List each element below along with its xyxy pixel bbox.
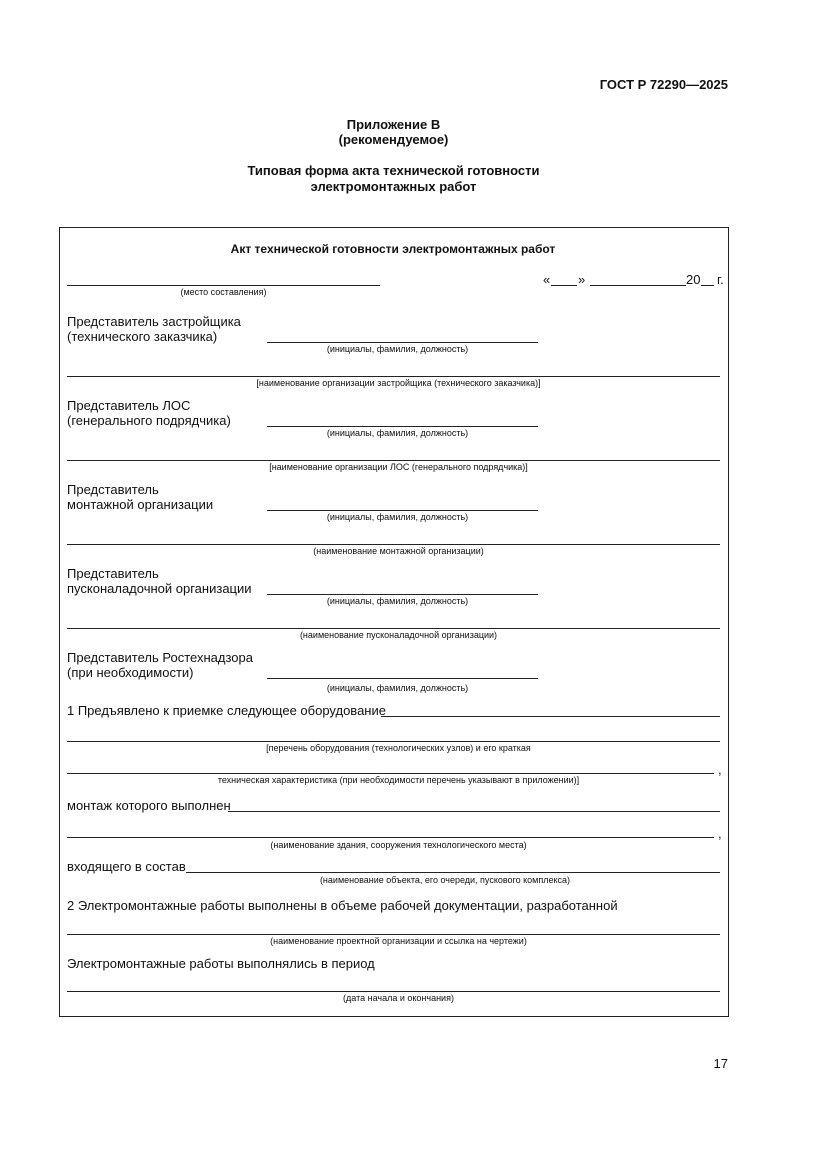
rep-commissioning-label2: пусконаладочной организации (67, 581, 252, 596)
item1-label: 1 Предъявлено к приемке следующее оборудование (67, 703, 386, 718)
date-year-suffix: г. (717, 272, 724, 287)
rep-developer-label2: (технического заказчика) (67, 329, 218, 344)
item2-label: 2 Электромонтажные работы выполнены в объеме рабочей документации, разработанной (67, 898, 618, 913)
appendix-subtitle: (рекомендуемое) (338, 132, 449, 147)
rep-commissioning-initials-caption: (инициалы, фамилия, должность) (326, 596, 469, 606)
equipment-caption1: [перечень оборудования (технологических узлов) и его краткая (266, 743, 531, 753)
rep-developer-signature-line[interactable] (267, 342, 538, 343)
date-year-prefix: 20 (686, 272, 701, 287)
rep-installer-label1: Представитель (67, 482, 159, 497)
design-line[interactable] (67, 934, 720, 935)
period-caption: (дата начала и окончания) (343, 993, 454, 1003)
date-year-line[interactable] (701, 285, 714, 286)
rep-gencontractor-org-line[interactable] (67, 460, 720, 461)
rep-commissioning-signature-line[interactable] (267, 594, 538, 595)
mounting-line1[interactable] (228, 811, 720, 812)
design-caption: (наименование проектной организации и ссылка на чертежи) (270, 936, 527, 946)
rep-installer-label2: монтажной организации (67, 497, 214, 512)
rep-rostekhnadzor-initials-caption: (инициалы, фамилия, должность) (326, 683, 469, 693)
object-caption: (наименование объекта, его очереди, пускового комплекса) (319, 875, 571, 885)
form-title: Акт технической готовности электромонтажных работ (230, 242, 556, 256)
standard-number: ГОСТ Р 72290—2025 (599, 77, 728, 92)
date-open-quote: « (543, 272, 551, 287)
equipment-comma: , (718, 762, 722, 777)
appendix-heading-line1: Типовая форма акта технической готовности (247, 163, 540, 178)
rep-commissioning-label1: Представитель (67, 566, 159, 581)
rep-developer-org-line[interactable] (67, 376, 720, 377)
date-month-line[interactable] (590, 285, 686, 286)
rep-gencontractor-signature-line[interactable] (267, 426, 538, 427)
equipment-line2[interactable] (67, 741, 720, 742)
rep-rostekhnadzor-label1: Представитель Ростехнадзора (67, 650, 253, 665)
rep-commissioning-org-line[interactable] (67, 628, 720, 629)
period-label: Электромонтажные работы выполнялись в период (67, 956, 375, 971)
rep-installer-signature-line[interactable] (267, 510, 538, 511)
rep-developer-org-caption: [наименование организации застройщика (технического заказчика)] (256, 378, 541, 388)
period-line[interactable] (67, 991, 720, 992)
rep-gencontractor-org-caption: [наименование организации ЛОС (генерального подрядчика)] (269, 462, 528, 472)
rep-developer-initials-caption: (инициалы, фамилия, должность) (326, 344, 469, 354)
place-caption: (место составления) (180, 287, 267, 297)
building-comma: , (718, 826, 722, 841)
equipment-line1[interactable] (381, 716, 720, 717)
rep-developer-label1: Представитель застройщика (67, 314, 241, 329)
date-day-line[interactable] (551, 285, 577, 286)
rep-rostekhnadzor-label2: (при необходимости) (67, 665, 194, 680)
object-line[interactable] (186, 872, 720, 873)
page-number: 17 (713, 1056, 728, 1071)
mounting-label: монтаж которого выполнен (67, 798, 231, 813)
rep-installer-org-line[interactable] (67, 544, 720, 545)
rep-gencontractor-initials-caption: (инициалы, фамилия, должность) (326, 428, 469, 438)
rep-commissioning-org-caption: (наименование пусконаладочной организации) (299, 630, 498, 640)
part-of-label: входящего в состав (67, 859, 186, 874)
equipment-caption2: техническая характеристика (при необходимости перечень указывают в приложении)] (217, 775, 580, 785)
appendix-heading-line2: электромонтажных работ (310, 179, 477, 194)
rep-rostekhnadzor-signature-line[interactable] (267, 678, 538, 679)
date-close-quote: » (578, 272, 586, 287)
building-caption: (наименование здания, сооружения технологического места) (270, 840, 527, 850)
rep-gencontractor-label2: (генерального подрядчика) (67, 413, 231, 428)
equipment-line3[interactable] (67, 773, 714, 774)
place-line[interactable] (67, 285, 380, 286)
building-line[interactable] (67, 837, 714, 838)
rep-installer-initials-caption: (инициалы, фамилия, должность) (326, 512, 469, 522)
rep-installer-org-caption: (наименование монтажной организации) (313, 546, 484, 556)
rep-gencontractor-label1: Представитель ЛОС (67, 398, 191, 413)
appendix-title: Приложение В (346, 117, 441, 132)
